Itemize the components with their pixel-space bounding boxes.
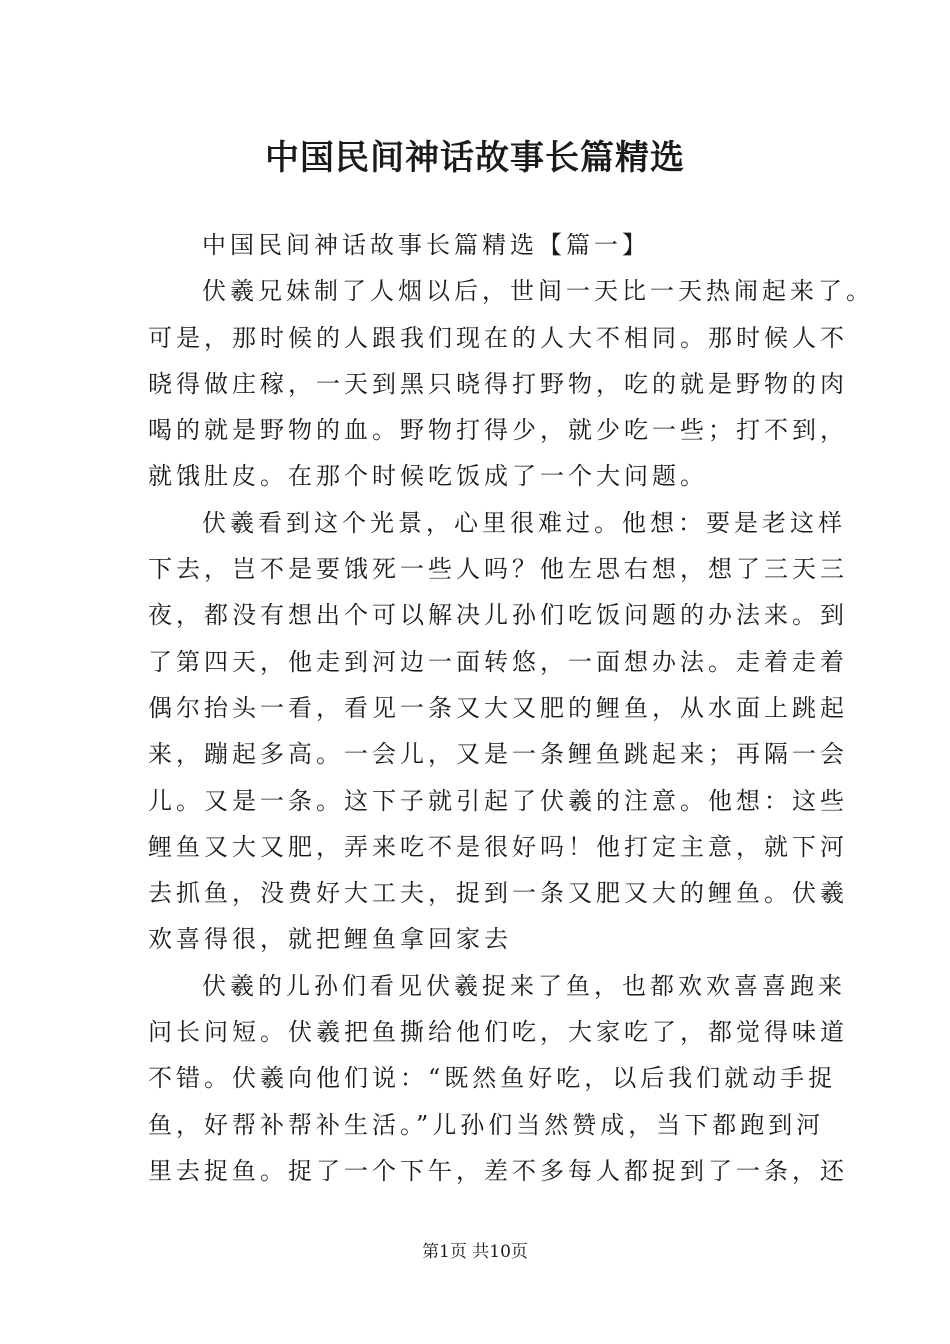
text-line: 来，蹦起多高。一会儿，又是一条鲤鱼跳起来；再隔一会 [148,740,848,769]
text-line: 就饿肚皮。在那个时候吃饭成了一个大问题。 [148,462,708,491]
text-line: 伏羲的儿孙们看见伏羲捉来了鱼，也都欢欢喜喜跑来 [202,971,846,1000]
text-line: 了第四天，他走到河边一面转悠，一面想办法。走着走着 [148,647,848,676]
page-footer: 第1页 共10页 [422,1242,528,1262]
paragraph-1 [148,268,874,499]
paragraph-3 [148,963,848,1194]
text-line: 不错。伏羲向他们说：“既然鱼好吃，以后我们就动手捉 [148,1064,837,1093]
text-line: 去抓鱼，没费好大工夫，捉到一条又肥又大的鲤鱼。伏羲 [148,879,848,908]
text-line: 伏羲兄妹制了人烟以后，世间一天比一天热闹起来了。 [202,277,874,306]
section-heading [148,222,824,268]
document-body [148,222,874,1194]
text-line: 偶尔抬头一看，看见一条又大又肥的鲤鱼，从水面上跳起 [148,693,848,722]
paragraph-2 [148,500,848,963]
text-line: 鱼，好帮补帮补生活。”儿孙们当然赞成，当下都跑到河 [148,1110,825,1139]
text-line: 夜，都没有想出个可以解决儿孙们吃饭问题的办法来。到 [148,601,848,630]
text-line: 可是，那时候的人跟我们现在的人大不相同。那时候人不 [148,323,848,352]
text-line: 里去捉鱼。捉了一个下午，差不多每人都捉到了一条，还 [148,1156,848,1185]
text-line: 鲤鱼又大又肥，弄来吃不是很好吗！他打定主意，就下河 [148,832,848,861]
document-title: 中国民间神话故事长篇精选 [265,138,685,178]
text-line: 问长问短。伏羲把鱼撕给他们吃，大家吃了，都觉得味道 [148,1018,848,1047]
text-line: 伏羲看到这个光景，心里很难过。他想：要是老这样 [202,508,846,537]
text-line: 下去，岂不是要饿死一些人吗？他左思右想，想了三天三 [148,555,848,584]
text-line: 欢喜得很，就把鲤鱼拿回家去 [148,925,512,954]
section-heading-text: 中国民间神话故事长篇精选【篇一】 [202,231,650,259]
text-line: 儿。又是一条。这下子就引起了伏羲的注意。他想：这些 [148,786,848,815]
text-line: 晓得做庄稼，一天到黑只晓得打野物，吃的就是野物的肉 [148,369,848,398]
text-line: 喝的就是野物的血。野物打得少，就少吃一些；打不到， [148,416,848,445]
